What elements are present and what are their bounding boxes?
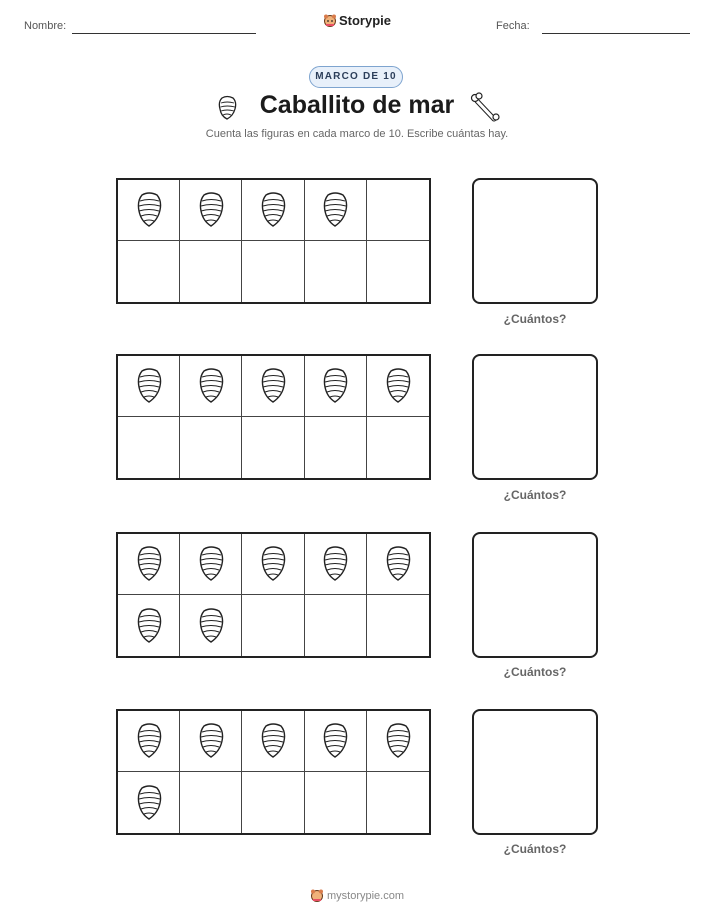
seahorse-icon	[134, 367, 164, 405]
ten-frame-cell	[305, 417, 367, 478]
ten-frame-cell	[180, 534, 242, 595]
ten-frame-cell	[242, 772, 304, 833]
ten-frame-cell	[118, 356, 180, 417]
ten-frame-cell	[118, 417, 180, 478]
ten-frame-cell	[367, 595, 429, 656]
date-field[interactable]	[542, 33, 690, 34]
seahorse-icon	[383, 367, 413, 405]
seahorse-icon	[383, 545, 413, 583]
worksheet-type-badge: MARCO DE 10	[309, 66, 403, 88]
seahorse-icon	[258, 367, 288, 405]
ten-frame-cell	[118, 534, 180, 595]
name-field[interactable]	[72, 33, 256, 34]
ten-frame-cell	[305, 180, 367, 241]
ten-frame-cell	[242, 534, 304, 595]
ten-frame-cell	[367, 356, 429, 417]
ten-frame-cell	[118, 595, 180, 656]
answer-box-2[interactable]	[472, 354, 598, 480]
answer-label-3: ¿Cuántos?	[503, 665, 567, 679]
ten-frame-cell	[242, 356, 304, 417]
seahorse-icon	[134, 191, 164, 229]
ten-frame-cell	[305, 595, 367, 656]
seahorse-icon	[383, 722, 413, 760]
date-label: Fecha:	[496, 20, 530, 32]
page-title: Caballito de mar	[259, 91, 455, 119]
seahorse-icon	[258, 545, 288, 583]
seahorse-icon	[134, 607, 164, 645]
seahorse-icon	[134, 545, 164, 583]
ten-frame-cell	[305, 241, 367, 302]
ten-frame-cell	[118, 180, 180, 241]
ten-frame-cell	[305, 534, 367, 595]
answer-label-2: ¿Cuántos?	[503, 488, 567, 502]
name-label: Nombre:	[24, 20, 67, 32]
ten-frame-cell	[180, 595, 242, 656]
footer-url[interactable]: mystorypie.com	[326, 890, 405, 902]
answer-box-1[interactable]	[472, 178, 598, 304]
ten-frame-cell	[242, 595, 304, 656]
ten-frame-cell	[180, 772, 242, 833]
seahorse-icon	[196, 545, 226, 583]
seahorse-icon	[320, 367, 350, 405]
seahorse-icon	[196, 722, 226, 760]
ten-frame-cell	[118, 711, 180, 772]
seahorse-icon	[134, 784, 164, 822]
brand-name: Storypie	[338, 13, 391, 28]
seahorse-icon	[196, 191, 226, 229]
ten-frame-cell	[180, 180, 242, 241]
ten-frame-cell	[180, 241, 242, 302]
ten-frame-cell	[180, 417, 242, 478]
ten-frame-cell	[118, 241, 180, 302]
ten-frame-cell	[367, 417, 429, 478]
ten-frame-cell	[242, 180, 304, 241]
seahorse-icon	[134, 722, 164, 760]
ten-frame-2	[116, 354, 431, 480]
footer	[0, 888, 714, 902]
ten-frame-cell	[367, 180, 429, 241]
seahorse-icon	[196, 367, 226, 405]
instructions: Cuenta las figuras en cada marco de 10. Escribe cuántas hay.	[205, 128, 509, 140]
ten-frame-cell	[242, 711, 304, 772]
seahorse-icon	[258, 722, 288, 760]
ten-frame-3	[116, 532, 431, 658]
seahorse-icon	[320, 545, 350, 583]
ten-frame-cell	[242, 417, 304, 478]
seahorse-icon	[320, 722, 350, 760]
ten-frame-4	[116, 709, 431, 835]
ten-frame-cell	[180, 356, 242, 417]
answer-label-4: ¿Cuántos?	[503, 842, 567, 856]
ten-frame-cell	[305, 772, 367, 833]
ten-frame-cell	[367, 711, 429, 772]
seahorse-icon	[258, 191, 288, 229]
brand	[0, 13, 714, 28]
seahorse-icon	[320, 191, 350, 229]
ten-frame-1	[116, 178, 431, 304]
storypie-footer-logo-icon	[310, 888, 324, 902]
ten-frame-cell	[367, 772, 429, 833]
ten-frame-cell	[242, 241, 304, 302]
storypie-logo-icon	[323, 13, 337, 27]
ten-frame-cell	[305, 356, 367, 417]
answer-box-3[interactable]	[472, 532, 598, 658]
bone-icon	[470, 92, 502, 124]
answer-box-4[interactable]	[472, 709, 598, 835]
ten-frame-cell	[118, 772, 180, 833]
ten-frame-cell	[367, 241, 429, 302]
answer-label-1: ¿Cuántos?	[503, 312, 567, 326]
ten-frame-cell	[305, 711, 367, 772]
ten-frame-cell	[180, 711, 242, 772]
seahorse-icon	[196, 607, 226, 645]
ten-frame-cell	[367, 534, 429, 595]
